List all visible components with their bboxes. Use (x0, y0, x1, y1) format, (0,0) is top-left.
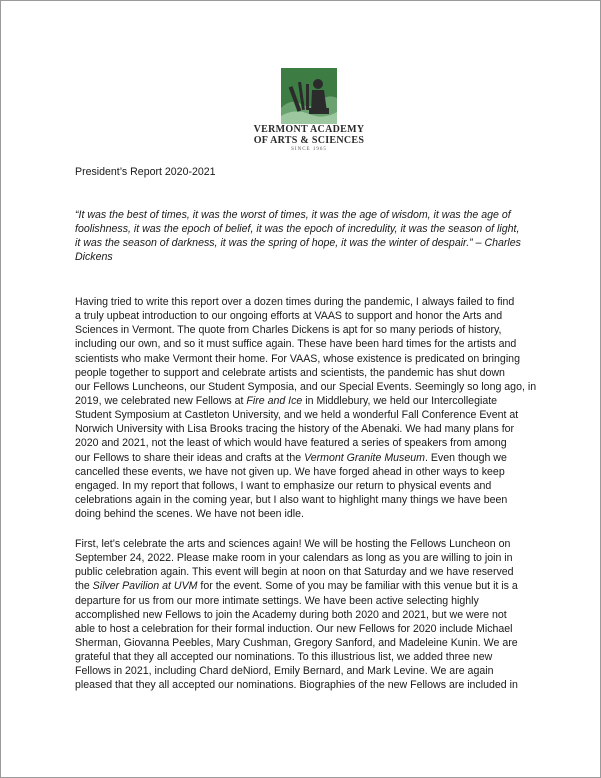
paragraph-intro (75, 295, 536, 521)
paragraph-line: accomplished new Fellows to join the Academy during both 2020 and 2021, but we were not (75, 608, 507, 621)
paragraph-line: Norwich University with Lisa Brooks tracing the history of the Abenaki. We had many plans for (75, 423, 515, 436)
paragraph-line: Fellows in 2021, including Chard deNiord, Emily Bernard, and Mark Levine. We are again (75, 665, 494, 678)
dickens-quote (75, 208, 521, 265)
vaas-logo-icon (281, 68, 337, 124)
paragraph-line: our Fellows Luncheons, our Student Symposia, and our Special Events. Seemingly so long ago, in (75, 380, 537, 393)
paragraph-line: people together to support and celebrate artists and scientists, the pandemic has shut down (75, 366, 505, 379)
paragraph-line: First, let’s celebrate the arts and sciences again! We will be hosting the Fellows Luncheon on (75, 538, 511, 550)
quote-line: foolishness, it was the epoch of belief, it was the epoch of incredulity, it was the season of light, (75, 223, 520, 236)
emphasis-silver-pavilion: Silver Pavilion at UVM (92, 580, 198, 593)
quote-line: it was the season of darkness, it was the spring of hope, it was the winter of despair.” – Charles (75, 237, 521, 250)
line-text: the (75, 580, 93, 593)
quote-line: Dickens (75, 251, 113, 264)
paragraph-line: departure for us from our more intimate settings. We have been active selecting highly (75, 594, 479, 607)
paragraph-line: Student Symposium at Castleton University, and we held a wonderful Fall Conference Event at (75, 409, 519, 422)
paragraph-celebrate (75, 537, 518, 693)
logo-since: SINCE 1965 (291, 147, 327, 152)
paragraph-line: pleased that they all accepted our nominations. Biographies of the new Fellows are included in (75, 679, 518, 692)
quote-line: “It was the best of times, it was the worst of times, it was the age of wisdom, it was the age of (75, 209, 511, 221)
paragraph-line: Sherman, Giovanna Peebles, Mary Cushman, Gregory Sanford, and Madeleine Kunin. We are (75, 636, 518, 649)
line-text: 2019, we celebrated new Fellows at (75, 394, 247, 407)
paragraph-line (75, 394, 536, 408)
paragraph-line: engaged. In my report that follows, I want to emphasize our return to physical events and (75, 479, 492, 492)
paragraph-line (75, 579, 518, 593)
logo-line-2: OF ARTS & SCIENCES (253, 134, 365, 146)
paragraph-line: September 24, 2022. Please make room in your calendars as long as you are willing to join in (75, 552, 513, 565)
logo-wordmark (241, 125, 377, 154)
paragraph-line: Sciences in Vermont. The quote from Charles Dickens is apt for so many periods of history, (75, 324, 502, 337)
paragraph-line: including our own, and so it must suffice again. These have been hard times for the artists and (75, 338, 517, 351)
line-text: . Even though we (424, 451, 507, 464)
paragraph-line: able to host a celebration for their formal induction. Our new Fellows for 2020 include Michael (75, 622, 513, 635)
paragraph-line: doing behind the scenes. We have not been idle. (75, 508, 304, 521)
paragraph-line: cancelled these events, we have not given up. We have forged ahead in other ways to keep (75, 465, 505, 478)
line-text: our Fellows to share their ideas and crafts at the (75, 451, 305, 464)
paragraph-line: Having tried to write this report over a dozen times during the pandemic, I always failed to find (75, 296, 515, 308)
emphasis-granite-museum: Vermont Granite Museum (304, 451, 425, 464)
paragraph-line: public celebration again. This event will begin at noon on that Saturday and we have reserved (75, 566, 514, 579)
emphasis-fire-and-ice: Fire and Ice (246, 394, 303, 407)
paragraph-line: 2020 and 2021, not the least of which would have featured a series of speakers from among (75, 437, 507, 450)
logo-line-1: VERMONT ACADEMY (253, 124, 365, 135)
paragraph-line: a truly upbeat introduction to our ongoing efforts at VAAS to support and honor the Arts and (75, 310, 503, 323)
paragraph-line: scientists who make Vermont their home. For VAAS, whose existence is predicated on bringing (75, 352, 520, 365)
paragraph-line (75, 451, 536, 465)
paragraph-line: celebrations again in the coming year, but I also want to highlight many things we have been (75, 493, 508, 506)
paragraph-line: grateful that they all accepted our nominations. To this illustrious list, we added three new (75, 651, 493, 664)
line-text: for the event. Some of you may be familiar with this venue but it is a (197, 580, 518, 593)
report-title: President’s Report 2020-2021 (75, 166, 216, 178)
line-text: in Middlebury, we held our Intercollegiate (302, 394, 498, 407)
